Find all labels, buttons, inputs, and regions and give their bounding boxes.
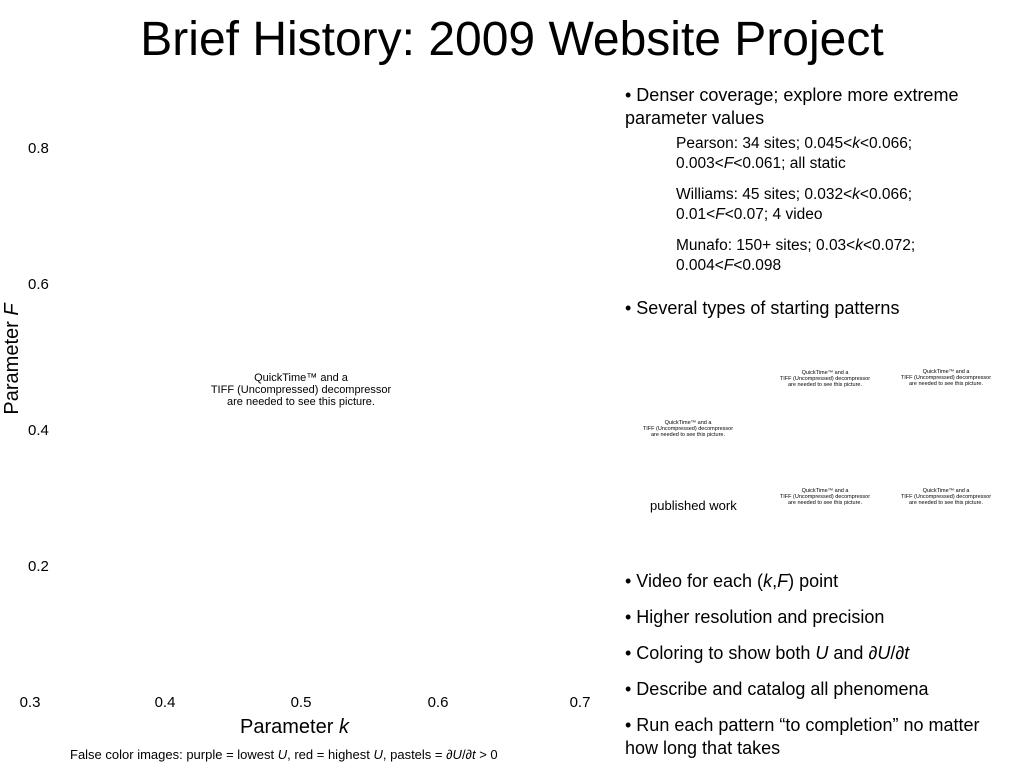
missing-image-placeholder: QuickTime™ and a TIFF (Uncompressed) decompressor are needed to see this picture. xyxy=(900,488,992,507)
published-work-label: published work xyxy=(650,498,737,513)
y-tick-label: 0.6 xyxy=(28,276,49,293)
missing-image-placeholder: QuickTime™ and a TIFF (Uncompressed) decompressor are needed to see this picture. xyxy=(779,370,871,389)
sub-bullet-williams: Williams: 45 sites; 0.032<k<0.066; 0.01<F<0.07; 4 video xyxy=(676,186,913,223)
x-tick-label: 0.4 xyxy=(154,694,176,711)
missing-image-placeholder: QuickTime™ and a TIFF (Uncompressed) decompressor are needed to see this picture. xyxy=(900,369,992,388)
missing-image-placeholder: QuickTime™ and a TIFF (Uncompressed) decompressor are needed to see this picture. xyxy=(642,420,734,439)
x-tick-label: 0.7 xyxy=(569,694,591,711)
missing-image-placeholder: QuickTime™ and a TIFF (Uncompressed) decompressor are needed to see this picture. xyxy=(779,488,871,507)
slide-title: Brief History: 2009 Website Project xyxy=(140,13,884,66)
y-tick-label: 0.2 xyxy=(28,558,49,575)
x-axis-label: Parameter k xyxy=(240,716,349,738)
bullet-video: • Video for each (k,F) point xyxy=(625,571,839,591)
bullet-starting-patterns: • Several types of starting patterns xyxy=(625,298,900,318)
x-tick-label: 0.5 xyxy=(290,694,312,711)
y-axis-label: Parameter F xyxy=(1,303,23,415)
bullet-run-to-completion: • Run each pattern “to completion” no matter how long that takes xyxy=(625,715,980,758)
bullet-coloring: • Coloring to show both U and ∂U/∂t xyxy=(625,643,910,663)
x-tick-label: 0.6 xyxy=(427,694,449,711)
bullet-denser-coverage: • Denser coverage; explore more extreme parameter values xyxy=(625,85,959,128)
bullet-resolution: • Higher resolution and precision xyxy=(625,607,885,627)
y-tick-label: 0.4 xyxy=(28,422,49,439)
missing-image-placeholder: QuickTime™ and a TIFF (Uncompressed) decompressor are needed to see this picture. xyxy=(210,372,392,409)
x-tick-label: 0.3 xyxy=(19,694,41,711)
figure-caption: False color images: purple = lowest U, red = highest U, pastels = ∂U/∂t > 0 xyxy=(70,747,498,762)
sub-bullet-pearson: Pearson: 34 sites; 0.045<k<0.066; 0.003<F<0.061; all static xyxy=(676,135,913,172)
y-tick-label: 0.8 xyxy=(28,140,49,157)
bullet-catalog: • Describe and catalog all phenomena xyxy=(625,679,929,699)
sub-bullet-munafo: Munafo: 150+ sites; 0.03<k<0.072; 0.004<F<0.098 xyxy=(676,237,916,274)
